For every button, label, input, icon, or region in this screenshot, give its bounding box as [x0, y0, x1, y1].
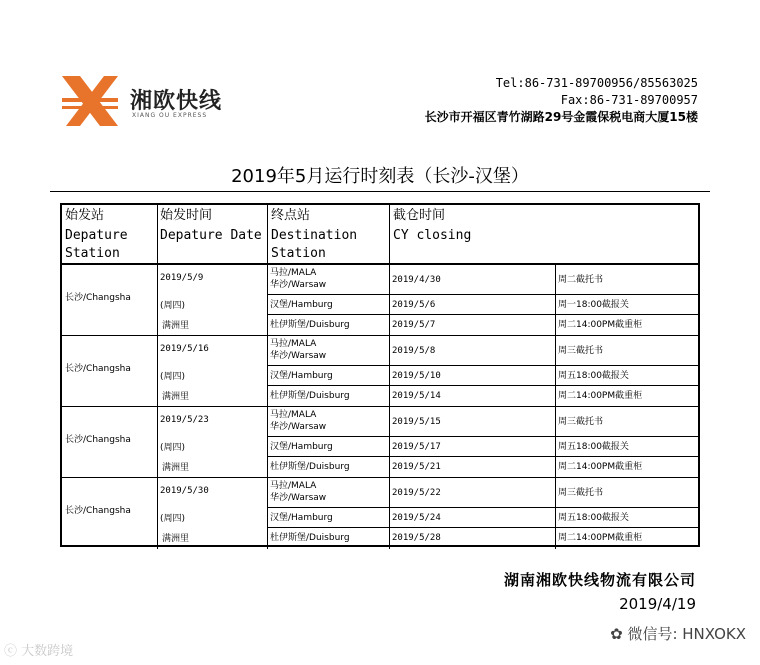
destination-cell: 马拉/MALA — [270, 410, 317, 420]
footer-date: 2019/4/19 — [619, 595, 696, 613]
destination-cell: 汉堡/Hamburg — [270, 371, 333, 381]
cutoff-note-cell: 周三截托书 — [558, 488, 604, 498]
destination-cell: 马拉/MALA — [270, 268, 317, 278]
destination-cell: 杜伊斯堡/Duisburg — [270, 390, 350, 401]
group-col-divider — [267, 407, 268, 478]
document-title: 2019年5月运行时刻表（长沙-汉堡） — [231, 166, 529, 187]
group-col-divider — [157, 265, 158, 336]
cutoff-note-cell: 周二14:00PM截重柜 — [558, 390, 643, 401]
port-cell: 满洲里 — [162, 463, 190, 473]
row-divider — [267, 294, 698, 295]
watermark-left — [4, 640, 73, 659]
cutoff-note-cell: 周二14:00PM截重柜 — [558, 461, 643, 472]
group-col-divider — [267, 478, 268, 549]
cy-closing-cell: 2019/5/6 — [392, 300, 436, 310]
weekday-cell: (周四) — [160, 514, 186, 524]
destination-cell: 马拉/MALA — [270, 481, 317, 491]
header-cy-en: CY closing — [393, 228, 472, 243]
destination-cell-line2: 华沙/Warsaw — [270, 422, 327, 432]
wechat-icon: ✿ — [610, 625, 628, 643]
origin-cell: 长沙/Changsha — [65, 506, 131, 516]
cutoff-note-cell: 周五18:00截报关 — [558, 371, 629, 381]
cutoff-note-cell: 周五18:00截报关 — [558, 442, 629, 452]
group-col-divider — [389, 407, 390, 478]
group-col-divider — [157, 478, 158, 549]
watermark-right — [610, 623, 746, 644]
origin-cell: 长沙/Changsha — [65, 364, 131, 374]
xiangou-logo-icon — [60, 72, 122, 130]
cy-closing-cell: 2019/4/30 — [392, 275, 441, 285]
group-col-divider — [389, 336, 390, 407]
cy-closing-cell: 2019/5/15 — [392, 417, 441, 427]
cy-closing-cell: 2019/5/21 — [392, 461, 441, 472]
group-col-divider — [157, 407, 158, 478]
logo-subtext: XIANG OU EXPRESS — [132, 112, 208, 119]
destination-cell-line2: 华沙/Warsaw — [270, 280, 327, 290]
note-col-divider — [555, 336, 556, 407]
cy-closing-cell: 2019/5/8 — [392, 346, 436, 356]
group-col-divider — [267, 265, 268, 336]
header-cy-cn: 截仓时间 — [393, 208, 446, 223]
row-divider — [267, 436, 698, 437]
cy-closing-cell: 2019/5/17 — [392, 442, 441, 452]
group-col-divider — [389, 265, 390, 336]
cy-closing-cell: 2019/5/10 — [392, 371, 441, 381]
header-dest-en: Destination Station — [271, 228, 358, 261]
title-divider — [50, 191, 710, 192]
note-col-divider — [555, 265, 556, 336]
cutoff-note-cell: 周二14:00PM截重柜 — [558, 319, 643, 330]
note-col-divider — [555, 407, 556, 478]
depart-date-cell: 2019/5/23 — [160, 415, 209, 425]
address-text: 长沙市开福区青竹湖路29号金霞保税电商大厦15楼 — [424, 110, 698, 124]
watermark-left-text: 大数跨境 — [21, 644, 74, 659]
destination-cell: 汉堡/Hamburg — [270, 300, 333, 310]
cy-closing-cell: 2019/5/14 — [392, 390, 441, 401]
weekday-cell: (周四) — [160, 301, 186, 311]
tel-text: Tel:86-731-89700956/85563025 — [495, 76, 698, 90]
origin-cell: 长沙/Changsha — [65, 435, 131, 445]
group-col-divider — [389, 478, 390, 549]
group-col-divider — [267, 336, 268, 407]
watermark-right-text: 微信号: HNXOKX — [627, 625, 746, 643]
schedule-table — [60, 203, 700, 547]
fax-text: Fax:86-731-89700957 — [560, 93, 698, 107]
row-divider — [267, 456, 698, 457]
watermark-logo-icon: ⓒ — [4, 644, 22, 659]
cutoff-note-cell: 周二14:00PM截重柜 — [558, 532, 643, 543]
destination-cell: 汉堡/Hamburg — [270, 442, 333, 452]
destination-cell-line2: 华沙/Warsaw — [270, 351, 327, 361]
header-origin-en: Depature Station — [65, 228, 128, 261]
depart-date-cell: 2019/5/9 — [160, 273, 204, 283]
row-divider — [267, 365, 698, 366]
footer-company: 湖南湘欧快线物流有限公司 — [503, 571, 696, 589]
company-logo — [60, 72, 260, 132]
header-col-divider — [157, 205, 158, 263]
row-divider — [267, 314, 698, 315]
header-col-divider — [267, 205, 268, 263]
cy-closing-cell: 2019/5/22 — [392, 488, 441, 498]
cutoff-note-cell: 周三截托书 — [558, 417, 604, 427]
destination-cell-line2: 华沙/Warsaw — [270, 493, 327, 503]
header-date-en: Depature Date — [160, 228, 262, 243]
group-col-divider — [157, 336, 158, 407]
destination-cell: 杜伊斯堡/Duisburg — [270, 461, 350, 472]
cutoff-note-cell: 周三截托书 — [558, 346, 604, 356]
destination-cell: 马拉/MALA — [270, 339, 317, 349]
header-origin-cn: 始发站 — [65, 208, 105, 223]
origin-cell: 长沙/Changsha — [65, 293, 131, 303]
weekday-cell: (周四) — [160, 372, 186, 382]
cy-closing-cell: 2019/5/24 — [392, 513, 441, 523]
cutoff-note-cell: 周一18:00截报关 — [558, 300, 629, 310]
port-cell: 满洲里 — [162, 321, 190, 331]
row-divider — [267, 385, 698, 386]
cutoff-note-cell: 周二截托书 — [558, 275, 604, 285]
row-divider — [267, 507, 698, 508]
port-cell: 满洲里 — [162, 534, 190, 544]
port-cell: 满洲里 — [162, 392, 190, 402]
cy-closing-cell: 2019/5/28 — [392, 532, 441, 543]
weekday-cell: (周四) — [160, 443, 186, 453]
cutoff-note-cell: 周五18:00截报关 — [558, 513, 629, 523]
contact-info — [425, 75, 698, 126]
cy-closing-cell: 2019/5/7 — [392, 319, 436, 330]
note-col-divider — [555, 478, 556, 549]
depart-date-cell: 2019/5/30 — [160, 486, 209, 496]
row-divider — [267, 527, 698, 528]
header-col-divider — [389, 205, 390, 263]
destination-cell: 杜伊斯堡/Duisburg — [270, 532, 350, 543]
header-dest-cn: 终点站 — [271, 208, 311, 223]
logo-text: 湘欧快线 — [130, 89, 223, 114]
header-date-cn: 始发时间 — [160, 208, 213, 223]
destination-cell: 杜伊斯堡/Duisburg — [270, 319, 350, 330]
destination-cell: 汉堡/Hamburg — [270, 513, 333, 523]
depart-date-cell: 2019/5/16 — [160, 344, 209, 354]
